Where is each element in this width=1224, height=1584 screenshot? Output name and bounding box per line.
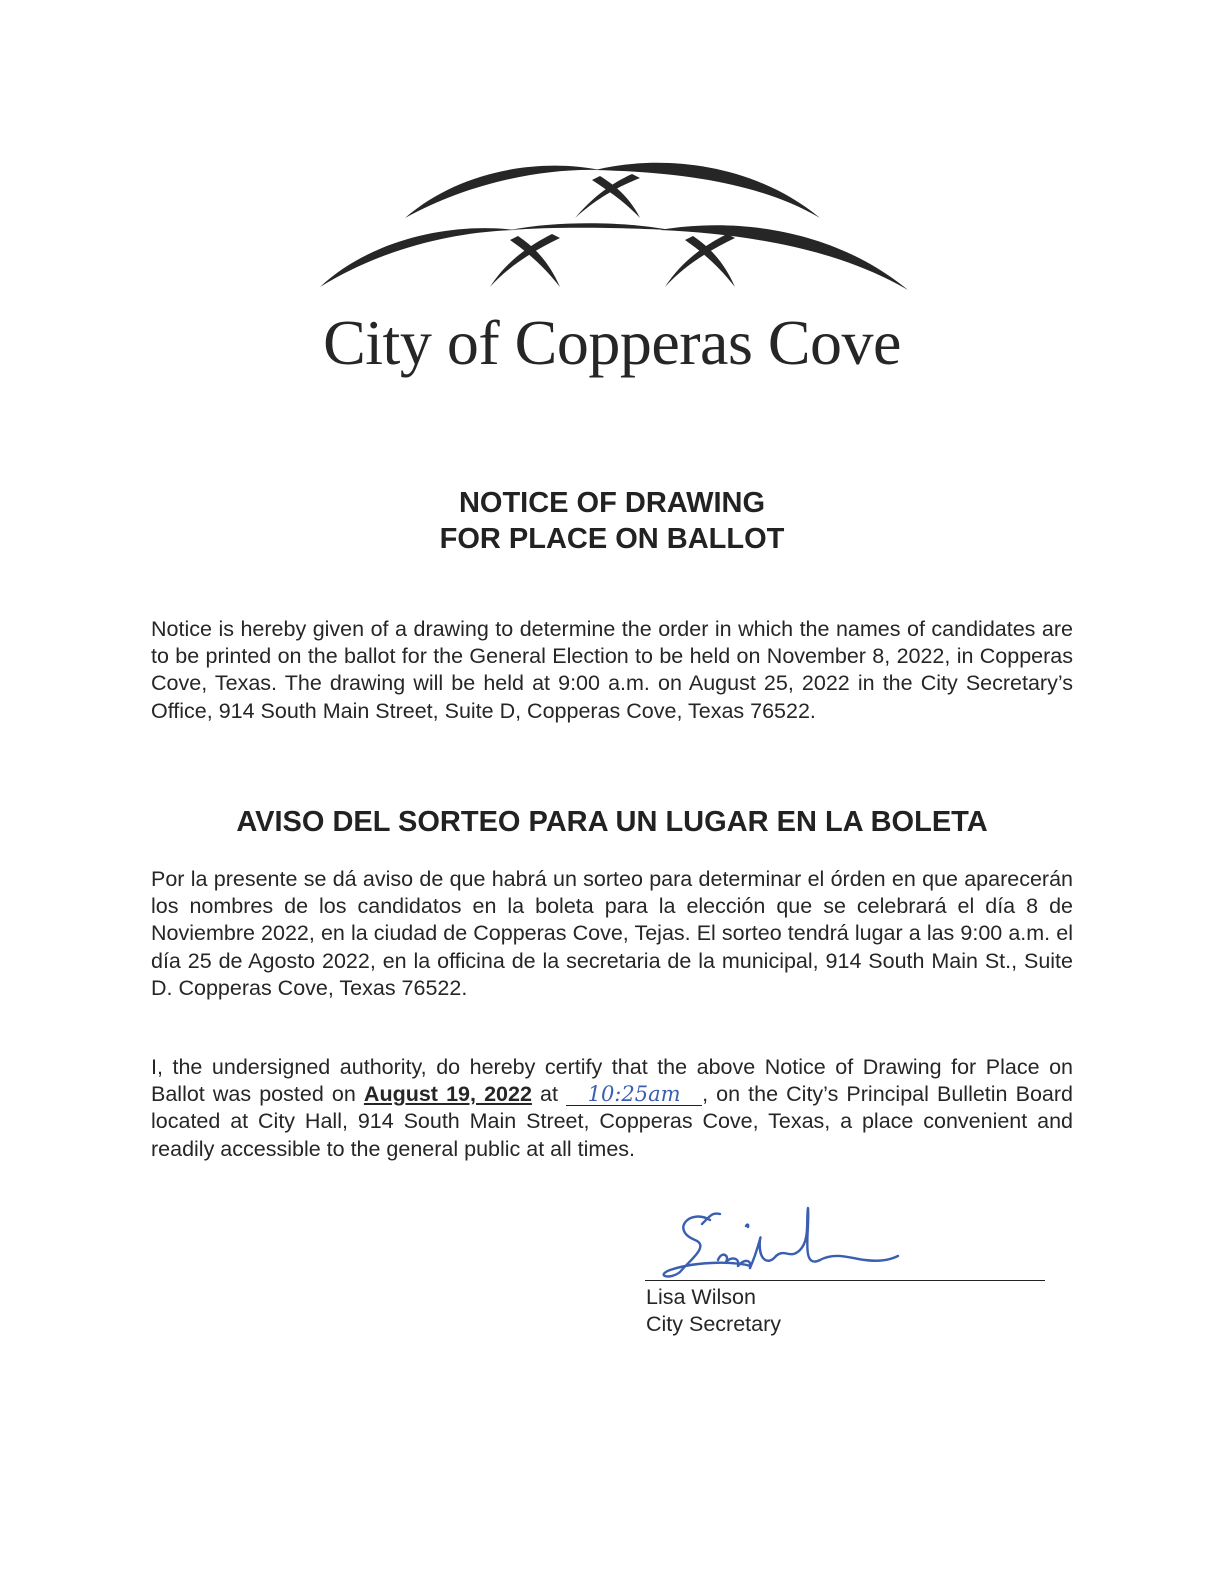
notice-title-line-1: NOTICE OF DRAWING bbox=[458, 487, 766, 519]
city-name-wordmark: City of Copperas Cove bbox=[323, 307, 901, 378]
certification-text-after-time: , on the City’s Principal Bulletin Board located at City Hall, 914 South Main Street, Copperas Cove, Texas, a place convenient and readily accessible to the general public at all times. bbox=[151, 1082, 1073, 1161]
aviso-body: Por la presente se dá aviso de que habrá un sorteo para determinar el órden en que aparecerán los nombres de los candidatos en la boleta para la elección que se celebrará el día 8 de Noviembre 2022, en la ciudad de Copperas Cove, Tejas. El sorteo tendrá lugar a las 9:00 a.m. el día 25 de Agosto 2022, en la officina de la secretaria de la municipal, 914 South Main St., Suite D. Copperas Cove, Texas 76522. bbox=[151, 867, 1073, 1000]
notice-title-line-2: FOR PLACE ON BALLOT bbox=[439, 523, 785, 555]
posted-time-handwritten: 10:25am bbox=[566, 1083, 702, 1106]
certification-text-at: at bbox=[531, 1082, 567, 1107]
city-logo-swoosh-icon bbox=[310, 150, 920, 295]
signer-name: Lisa Wilson bbox=[646, 1285, 756, 1309]
handwritten-signature-icon bbox=[650, 1200, 930, 1290]
certification-text-before-date: I, the undersigned authority, do hereby certify that the above Notice of Drawing for Place on Ballot was posted on bbox=[151, 1055, 1073, 1107]
posted-date: August 19, 2022 bbox=[363, 1082, 532, 1107]
certification-paragraph bbox=[151, 1054, 1073, 1163]
notice-body: Notice is hereby given of a drawing to determine the order in which the names of candidates are to be printed on the ballot for the General Election to be held on November 8, 2022, in Copperas Cove, Texas. The drawing will be held at 9:00 a.m. on August 25, 2022 in the City Secretary’s Office, 914 South Main Street, Suite D, Copperas Cove, Texas 76522. bbox=[151, 617, 1073, 723]
aviso-title: AVISO DEL SORTEO PARA UN LUGAR EN LA BOLETA bbox=[236, 806, 988, 838]
signer-title: City Secretary bbox=[646, 1312, 782, 1336]
signature-line bbox=[645, 1280, 1045, 1281]
